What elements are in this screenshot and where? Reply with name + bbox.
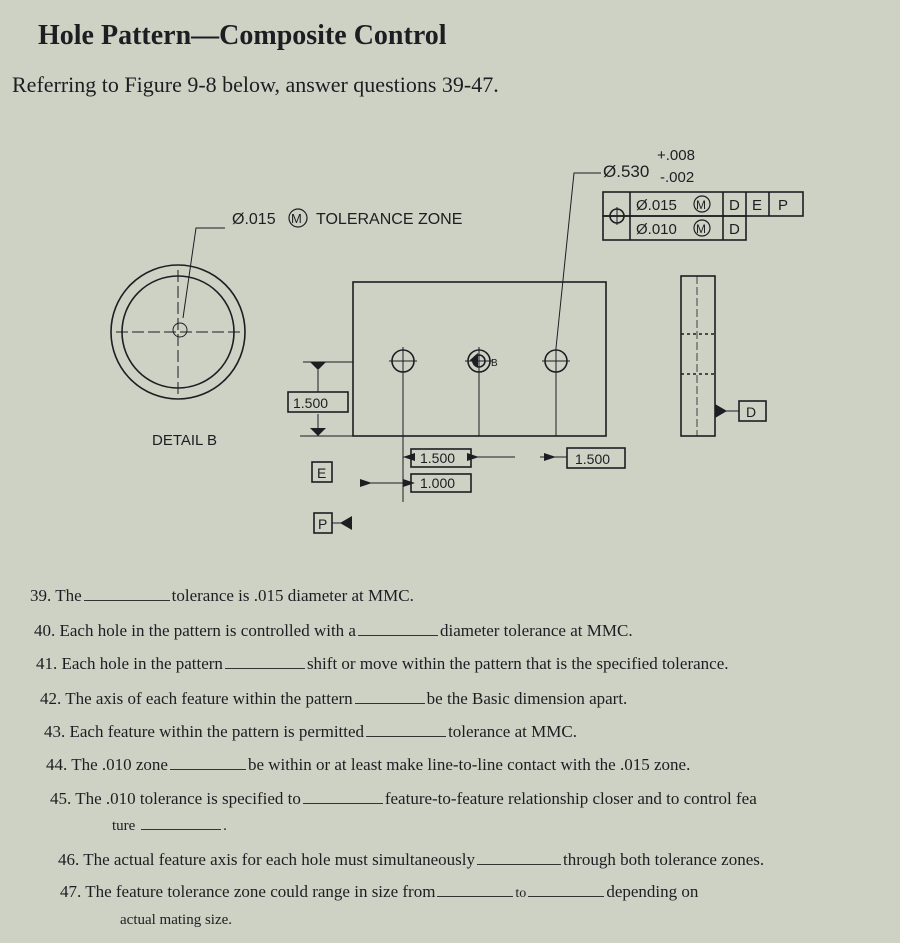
- answer-blank-43[interactable]: [366, 735, 446, 737]
- hole-2: [465, 347, 493, 436]
- answer-blank-46[interactable]: [477, 863, 561, 865]
- question-45-cont: ture .: [112, 818, 227, 834]
- datum-ref-p: P: [778, 197, 789, 214]
- zone-label: TOLERANCE ZONE: [316, 211, 463, 228]
- answer-blank-47b[interactable]: [528, 895, 604, 897]
- zone-mmc-symbol: M: [291, 211, 302, 226]
- zone-tolerance: Ø.015: [232, 211, 276, 228]
- mmc-symbol-lower: M: [696, 222, 706, 236]
- dim-edge: 1.000: [420, 475, 456, 491]
- dim-hole-spacing-1: 1.500: [420, 450, 456, 466]
- dim-vertical: 1.500: [293, 395, 329, 411]
- answer-blank-47a[interactable]: [437, 895, 513, 897]
- question-46: 46. The actual feature axis for each hole must simultaneously through both tolerance zones.: [58, 850, 765, 869]
- question-42: 42. The axis of each feature within the pattern be the Basic dimension apart.: [40, 689, 628, 708]
- detail-label: DETAIL B: [152, 432, 218, 449]
- side-view: [681, 276, 715, 436]
- size-tol-minus: -.002: [660, 169, 695, 186]
- size-callout: Ø.530: [603, 162, 650, 181]
- question-43: 43. Each feature within the pattern is permitted tolerance at MMC.: [44, 722, 577, 741]
- detail-b-view: [111, 265, 245, 399]
- page-title: Hole Pattern—Composite Control: [38, 20, 447, 51]
- answer-blank-45b[interactable]: [141, 828, 221, 830]
- datum-ref-d-lower: D: [729, 221, 740, 238]
- answer-blank-45[interactable]: [303, 802, 383, 804]
- question-44: 44. The .010 zone be within or at least make line-to-line contact with the .015 zone.: [46, 755, 691, 774]
- answer-blank-40[interactable]: [358, 634, 438, 636]
- size-tol-plus: +.008: [657, 147, 695, 164]
- figure-9-8: [0, 130, 900, 560]
- question-45: 45. The .010 tolerance is specified to feature-to-feature relationship closer and to control fea: [50, 789, 757, 808]
- answer-blank-44[interactable]: [170, 768, 246, 770]
- answer-blank-41[interactable]: [225, 667, 305, 669]
- dim-hole-spacing-2: 1.500: [575, 451, 611, 467]
- question-41: 41. Each hole in the pattern shift or move within the pattern that is the specified tolerance.: [36, 654, 729, 673]
- hole-3: [542, 347, 570, 436]
- hole-b-label: B: [491, 358, 498, 369]
- frame-upper-tol: Ø.015: [636, 197, 677, 214]
- question-47: 47. The feature tolerance zone could range in size from to depending on: [60, 882, 699, 901]
- mmc-symbol-upper: M: [696, 198, 706, 212]
- answer-blank-39[interactable]: [84, 599, 170, 601]
- datum-d-label: D: [746, 404, 757, 420]
- datum-ref-d: D: [729, 197, 740, 214]
- datum-e-label: E: [317, 465, 327, 481]
- hole-1: [389, 347, 417, 375]
- question-40: 40. Each hole in the pattern is controlled with a diameter tolerance at MMC.: [34, 621, 633, 640]
- instructions: Referring to Figure 9-8 below, answer questions 39-47.: [12, 72, 499, 97]
- frame-lower-tol: Ø.010: [636, 221, 677, 238]
- question-47-cont: actual mating size.: [120, 912, 233, 928]
- datum-p-label: P: [318, 516, 328, 532]
- answer-blank-42[interactable]: [355, 702, 425, 704]
- datum-ref-e: E: [752, 197, 763, 214]
- question-39: 39. The tolerance is .015 diameter at MMC.: [30, 586, 414, 605]
